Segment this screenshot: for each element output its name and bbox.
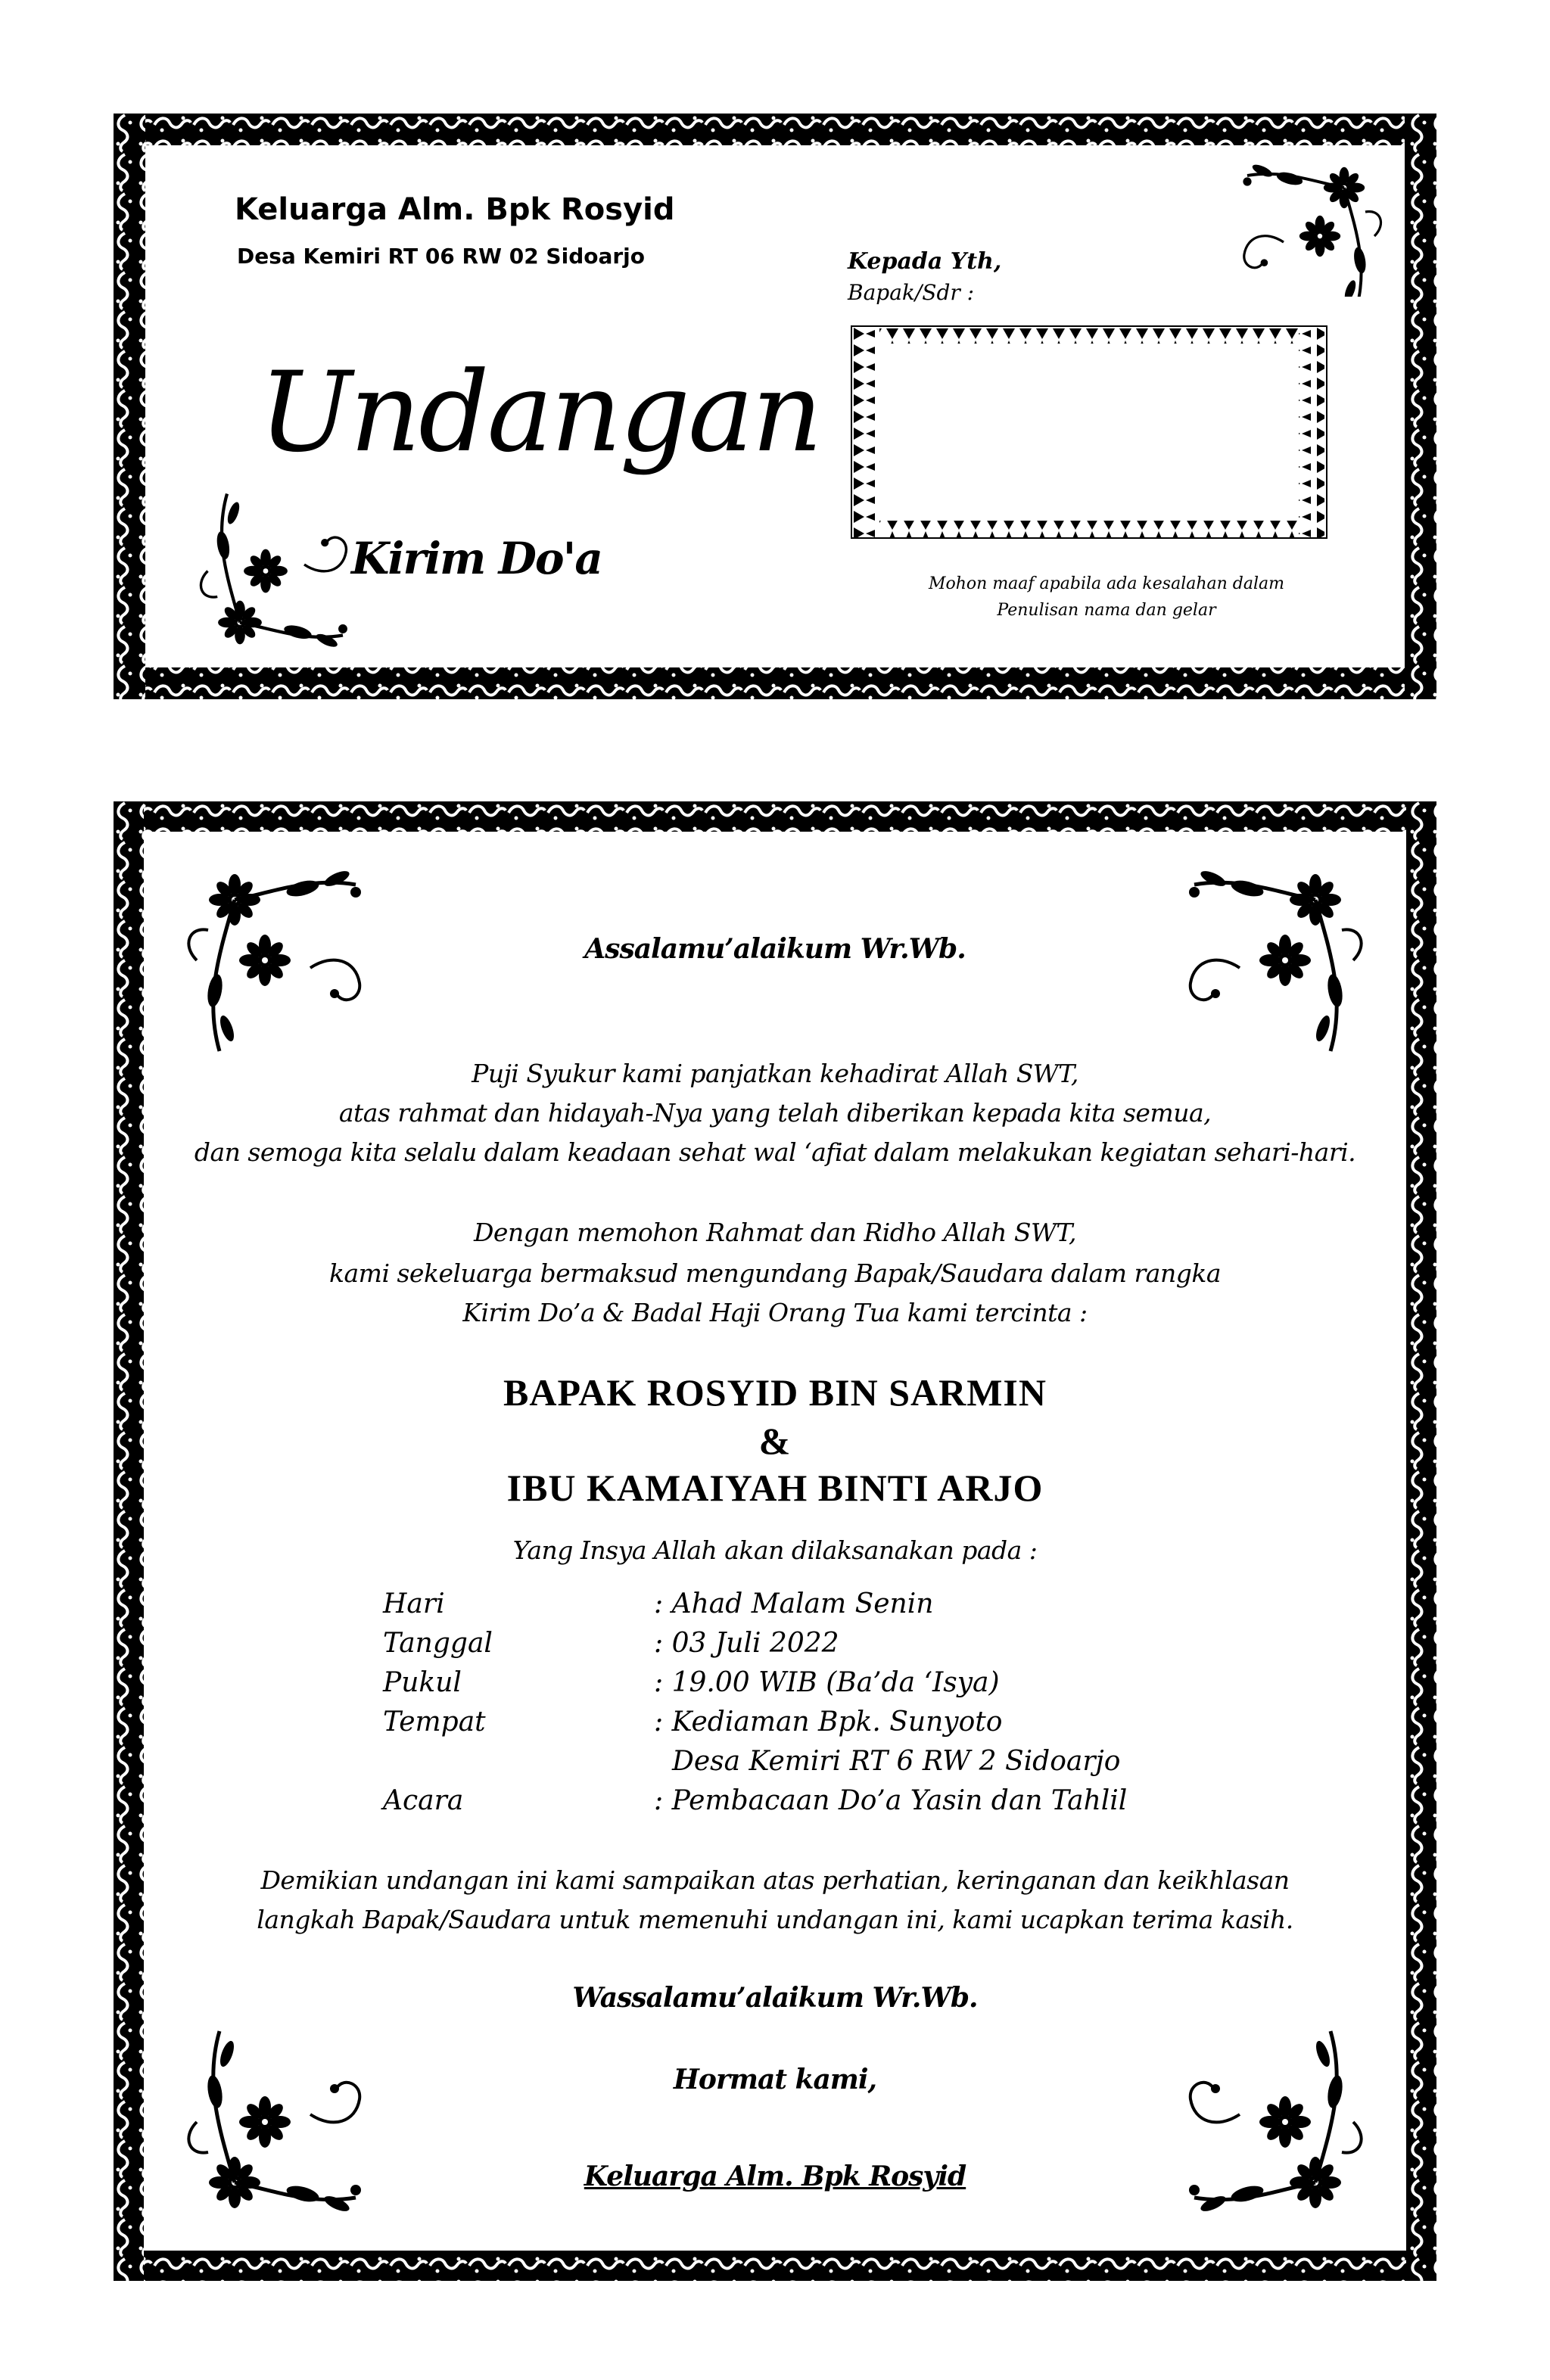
recipient-heading: Kepada Yth, [848,248,1002,275]
honoree-name: BAPAK ROSYID BIN SARMIN [503,1371,1047,1414]
opening-greeting: Assalamu’alaikum Wr.Wb. [584,933,966,965]
invitation-card [114,801,1436,2281]
paragraph-line: kami sekeluarga bermaksud mengundang Bapak/Saudara dalam rangka [328,1258,1222,1288]
envelope-content [145,145,1405,667]
sender-address: Desa Kemiri RT 06 RW 02 Sidoarjo [237,244,646,269]
recipient-label: Bapak/Sdr : [848,280,975,305]
paragraph-line: Kirim Do’a & Badal Haji Orang Tua kami tercinta : [462,1298,1088,1327]
envelope-title: Undangan [259,348,821,477]
detail-value: : Pembacaan Do’a Yasin dan Tahlil [654,1785,1128,1816]
detail-label: Hari [383,1588,445,1619]
detail-label: Tempat [383,1706,486,1738]
invitation-content [144,832,1406,2251]
paragraph-line: Dengan memohon Rahmat dan Ridho Allah SWT, [473,1218,1077,1247]
honoree-name: IBU KAMAIYAH BINTI ARJO [506,1467,1044,1509]
floral-corner-icon [1172,847,1391,1089]
ampersand: & [758,1420,792,1462]
envelope-subtitle: Kirim Do'a [351,533,602,584]
detail-value: Desa Kemiri RT 6 RW 2 Sidoarjo [672,1746,1121,1777]
apology-note-line: Mohon maaf apabila ada kesalahan dalam [928,574,1285,593]
paragraph-line: dan semoga kita selalu dalam keadaan sehat wal ‘afiat dalam melakukan kegiatan sehari-hari. [194,1137,1356,1167]
floral-corner-icon [159,1993,378,2235]
recipient-name-area [879,344,1299,521]
paragraph-line: langkah Bapak/Saudara untuk memenuhi undangan ini, kami ucapkan terima kasih. [257,1905,1293,1934]
detail-value: : 03 Juli 2022 [654,1628,839,1659]
paragraph-line: Demikian undangan ini kami sampaikan atas perhatian, keringanan dan keikhlasan [260,1865,1290,1895]
floral-ornament-icon [1231,145,1405,297]
envelope-card [114,114,1436,699]
detail-value: : 19.00 WIB (Ba’da ‘Isya) [654,1667,1000,1698]
paragraph-line: Puji Syukur kami panjatkan kehadirat Allah SWT, [472,1059,1078,1088]
apology-note [811,571,1402,624]
detail-label: Tanggal [383,1628,493,1659]
detail-value: : Ahad Malam Senin [654,1588,934,1619]
details-intro: Yang Insya Allah akan dilaksanakan pada : [512,1535,1038,1565]
recipient-name-box[interactable] [851,325,1327,539]
paragraph-line: atas rahmat dan hidayah-Nya yang telah diberikan kepada kita semua, [338,1098,1212,1128]
signature: Keluarga Alm. Bpk Rosyid [584,2161,966,2192]
floral-ornament-icon [176,486,372,667]
sender-family-name: Keluarga Alm. Bpk Rosyid [235,192,675,227]
floral-corner-icon [1172,1993,1391,2235]
floral-corner-icon [159,847,378,1089]
apology-note-line: Penulisan nama dan gelar [997,601,1216,620]
detail-label: Acara [383,1785,464,1816]
detail-label: Pukul [383,1667,462,1698]
detail-value: : Kediaman Bpk. Sunyoto [654,1706,1003,1738]
regards: Hormat kami, [673,2064,877,2095]
closing-greeting: Wassalamu’alaikum Wr.Wb. [572,1982,978,2014]
